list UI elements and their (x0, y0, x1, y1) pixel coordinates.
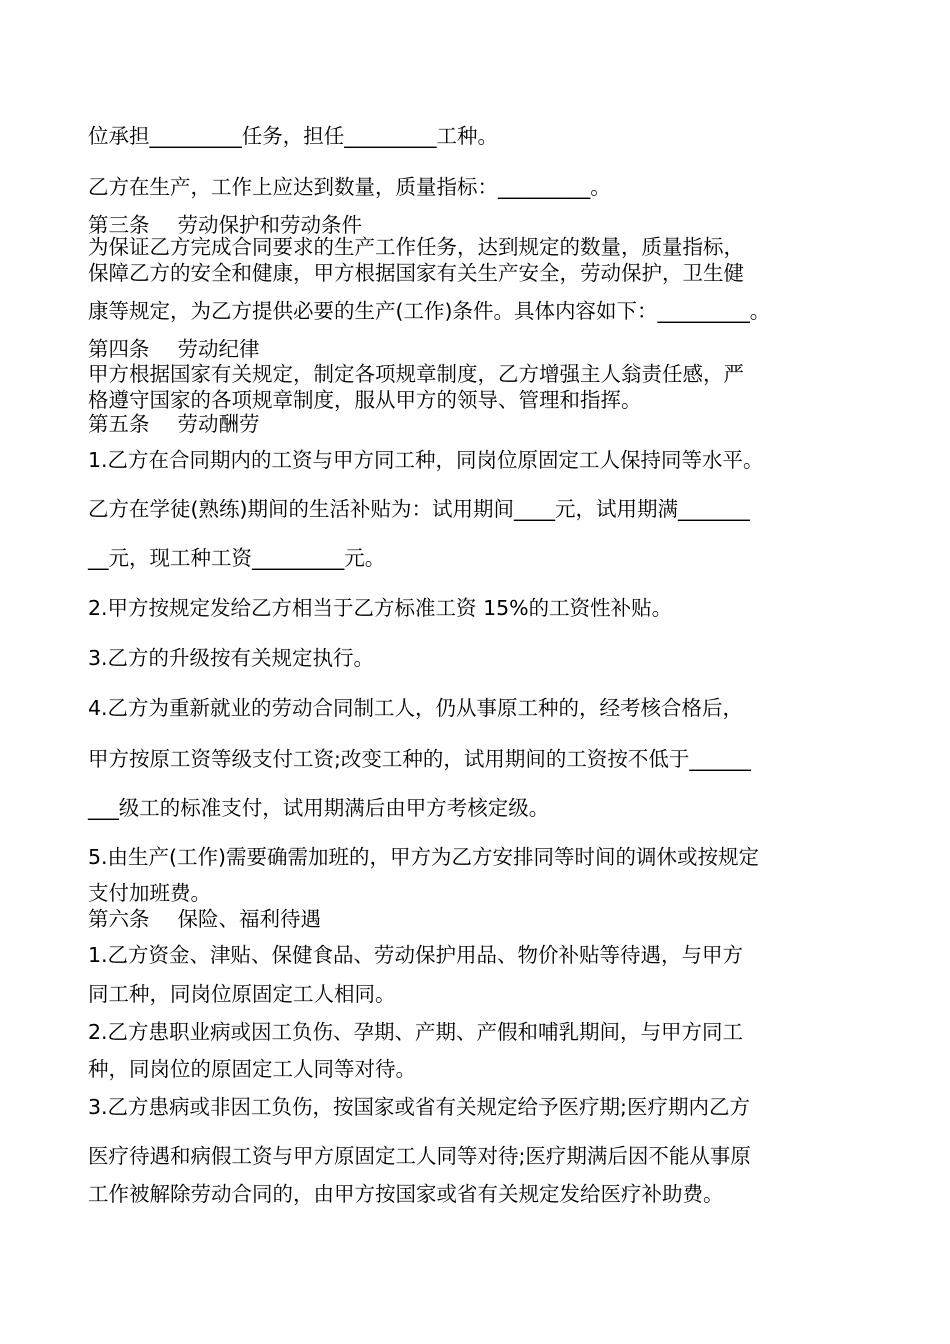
paragraph-line: 乙方在生产，工作上应达到数量，质量指标：_________。 (88, 175, 611, 199)
section-heading-5 (88, 410, 260, 438)
paragraph-line: 乙方在学徒(熟练)期间的生活补贴为：试用期间____元，试用期满_______ (88, 497, 750, 521)
section-title: 劳动酬劳 (177, 412, 260, 436)
paragraph-line: ___级工的标准支付，试用期满后由甲方考核定级。 (88, 796, 550, 820)
section-heading-6 (88, 905, 321, 933)
paragraph-line: 保障乙方的安全和健康，甲方根据国家有关生产安全，劳动保护，卫生健 (88, 261, 744, 285)
paragraph-line: 2.甲方按规定发给乙方相当于乙方标准工资 15%的工资性补贴。 (88, 596, 673, 620)
section-heading-4 (88, 335, 260, 363)
paragraph-line: 甲方根据国家有关规定，制定各项规章制度，乙方增强主人翁责任感，严 (88, 362, 744, 386)
paragraph-line: 格遵守国家的各项规章制度，服从甲方的领导、管理和指挥。 (88, 388, 642, 412)
section-number: 第五条 (88, 412, 150, 436)
paragraph-line: 种，同岗位的原固定工人同等对待。 (88, 1057, 416, 1081)
section-title: 保险、福利待遇 (177, 907, 321, 931)
paragraph-line: 位承担_________任务，担任_________工种。 (88, 124, 498, 148)
section-number: 第六条 (88, 907, 150, 931)
paragraph-line: __元，现工种工资_________元。 (88, 546, 386, 570)
section-title: 劳动纪律 (177, 337, 260, 361)
paragraph-line: 4.乙方为重新就业的劳动合同制工人，仍从事原工种的，经考核合格后， (88, 696, 744, 720)
paragraph-line: 5.由生产(工作)需要确需加班的，甲方为乙方安排同等时间的调休或按规定 (88, 845, 760, 869)
paragraph-line: 医疗待遇和病假工资与甲方原固定工人同等对待;医疗期满后因不能从事原 (88, 1144, 751, 1168)
paragraph-line: 3.乙方患病或非因工负伤，按国家或省有关规定给予医疗期;医疗期内乙方 (88, 1095, 750, 1119)
paragraph-line: 支付加班费。 (88, 881, 211, 905)
section-title: 劳动保护和劳动条件 (177, 213, 362, 237)
paragraph-line: 甲方按原工资等级支付工资;改变工种的，试用期间的工资按不低于______ (88, 747, 751, 771)
paragraph-line: 2.乙方患职业病或因工负伤、孕期、产期、产假和哺乳期间，与甲方同工 (88, 1020, 744, 1044)
paragraph-line: 康等规定，为乙方提供必要的生产(工作)条件。具体内容如下：_________。 (88, 299, 771, 323)
paragraph-line: 3.乙方的升级按有关规定执行。 (88, 646, 375, 670)
paragraph-line: 1.乙方资金、津贴、保健食品、劳动保护用品、物价补贴等待遇，与甲方 (88, 943, 744, 967)
section-number: 第四条 (88, 337, 150, 361)
section-number: 第三条 (88, 213, 150, 237)
paragraph-line: 工作被解除劳动合同的，由甲方按国家或省有关规定发给医疗补助费。 (88, 1182, 724, 1206)
paragraph-line: 同工种，同岗位原固定工人相同。 (88, 982, 396, 1006)
paragraph-line: 1.乙方在合同期内的工资与甲方同工种，同岗位原固定工人保持同等水平。 (88, 448, 764, 472)
paragraph-line: 为保证乙方完成合同要求的生产工作任务，达到规定的数量，质量指标， (88, 235, 744, 259)
